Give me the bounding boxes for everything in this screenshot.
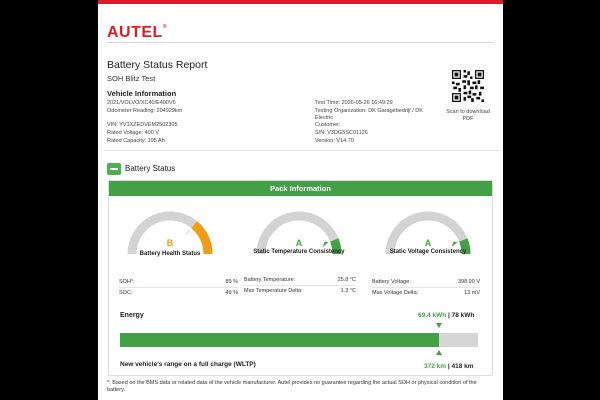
customer: Customer: [315, 122, 341, 128]
battery-voltage-key: Battery Voltage: [372, 279, 411, 285]
soc-value: 49 % [225, 290, 238, 296]
temperature-consistency-grade: A [295, 238, 303, 248]
battery-status-title: Battery Status [125, 164, 176, 173]
battery-temperature-key: Battery Temperature: [244, 277, 296, 283]
testing-organization: Testing Organization: DK Garagebedrijf / DK [315, 108, 423, 114]
max-voltage-delta-value: 13 mV [464, 290, 480, 296]
pack-information-header: Pack Information [109, 181, 492, 196]
qr-caption: Scan to download PDF [446, 109, 490, 122]
soh-key: SOH*: [119, 279, 135, 285]
temperature-consistency-label: Static Temperature Consistency [253, 249, 345, 255]
energy-marker [436, 323, 442, 328]
report-subtitle: SOH Blitz Test [107, 74, 156, 83]
test-time: Test Time: 2026-05-26 16:49:29 [315, 100, 393, 106]
autel-logo: AUTEL® [107, 24, 168, 41]
rated-voltage: Rated Voltage: 400 V [107, 130, 159, 136]
range-value: 372 km | 418 km [424, 363, 474, 370]
battery-voltage-value: 398.90 V [457, 279, 480, 285]
vehicle-info-heading: Vehicle Information [107, 89, 177, 98]
footnote: *: Based on the BMS data or related data of the vehicle manufacturer. Autel provides no guarantee regarding the actual SOH or physical condition of the battery. [107, 380, 477, 393]
range-label: New vehicle's range on a full charge (WLTP) [120, 361, 256, 368]
battery-health-pointer [185, 230, 190, 236]
serial-number: S/N: V3DG5SC01126 [315, 130, 368, 136]
vehicle-model: 2021/VOLVO/XC40/E400V6 [107, 100, 176, 106]
energy-bar-fill [120, 333, 439, 347]
testing-organization-cont: Electric [315, 115, 334, 121]
energy-bar [120, 333, 478, 347]
report-title: Battery Status Report [107, 59, 208, 71]
rated-capacity: Rated Capacity: 195 Ah [107, 138, 165, 144]
battery-temperature-value: 25.8 °C [337, 277, 356, 283]
max-temperature-delta-key: Max Temperature Delta: [244, 288, 303, 294]
max-temperature-delta-value: 1.3 °C [340, 288, 356, 294]
max-voltage-delta-key: Max Voltage Delta: [372, 290, 419, 296]
energy-value: 69.4 kWh | 78 kWh [418, 312, 475, 319]
range-marker [436, 350, 442, 355]
soc-key: SOC: [119, 290, 133, 296]
pack-layer [98, 0, 503, 400]
battery-health-label: Battery Health Status [139, 251, 201, 257]
energy-label: Energy [120, 312, 144, 319]
odometer-reading: Odometer Reading: 204929km [107, 108, 183, 114]
voltage-consistency-grade: A [424, 238, 432, 248]
row-divider [119, 287, 238, 288]
vin: VIN: YV1XZEDVEM2502305 [107, 122, 178, 128]
battery-health-grade: B [166, 238, 174, 248]
voltage-consistency-label: Static Voltage Consistency [389, 249, 467, 255]
row-divider [244, 285, 356, 286]
row-divider [372, 287, 480, 288]
soh-value: 89 % [225, 279, 238, 285]
battery-health-track [132, 216, 208, 254]
software-version: Version: V14.70 [315, 138, 354, 144]
